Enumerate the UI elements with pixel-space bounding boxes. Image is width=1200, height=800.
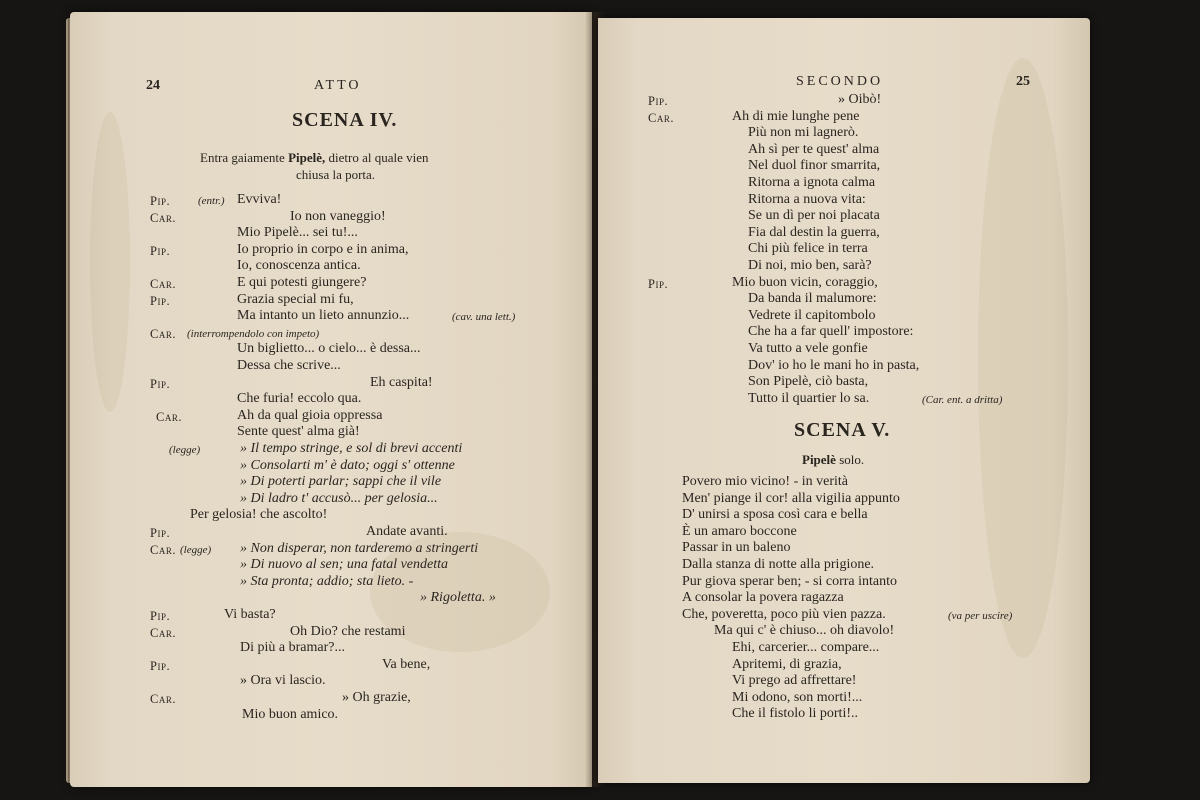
running-head: SECONDO [796,74,884,89]
verse-line: Ah sì per te quest' alma [748,141,880,157]
verse-line: Che il fistolo li porti!.. [732,706,858,722]
speaker-label: Pip. [648,276,669,291]
verse-line: Per gelosia! che ascolto! [190,507,328,523]
running-head: ATTO [314,78,362,93]
speaker-label: Pip. [150,526,171,540]
verse-line: Vi prego ad affrettare! [732,673,857,689]
stage-note: (Car. ent. a dritta) [922,393,1003,406]
stage-direction-name: Pipelè, [288,150,326,165]
scene-subtitle-text: solo. [839,452,865,467]
right-page [598,18,1090,783]
verse-line: Grazia special mi fu, [237,291,354,307]
verse-line: Nel duol finor smarrita, [748,158,881,174]
stage-note: (legge) [169,444,201,456]
stage-note: (interrompendolo con impeto) [187,327,320,340]
verse-line: » Sta pronta; addio; sta lieto. - [240,573,414,589]
page-number: 24 [146,78,160,93]
verse-line: » Oh grazie, [342,690,411,705]
verse-line: Ehi, carcerier... compare... [732,640,880,655]
verse-line: Se un dì per noi placata [748,208,880,224]
verse-line: Di noi, mio ben, sarà? [748,258,872,273]
verse-line: Ma qui c' è chiuso... oh diavolo! [714,623,895,639]
speaker-label: Car. [150,625,176,640]
verse-line: Io, conoscenza antica. [237,258,361,274]
verse-line: » Consolarti m' è dato; oggi s' ottenne [240,457,455,473]
speaker-label: Car. [150,326,176,341]
verse-line: Mio buon amico. [242,706,339,722]
verse-line: Da banda il malumore: [748,291,877,307]
verse-line: Va bene, [382,656,431,672]
speaker-label: Car. [150,277,176,291]
verse-line: Chi più felice in terra [748,241,868,257]
verse-line: Apritemi, di grazia, [732,656,842,672]
verse-line: » Il tempo stringe, e sol di brevi accenti [240,441,463,456]
verse-line: Che ha a far quell' impostore: [748,324,914,340]
verse-line: Mi odono, son morti!... [732,689,863,705]
speaker-label: Pip. [150,194,171,208]
verse-line: Men' piange il cor! alla vigilia appunto [682,490,900,506]
scene-subtitle [802,452,864,468]
verse-line: Evviva! [237,192,282,207]
verse-line: Dalla stanza di notte alla prigione. [682,557,875,572]
verse-line: Ah da qual gioia oppressa [237,407,383,423]
verse-line: » Non disperar, non tarderemo a stringerti [240,540,479,556]
verse-line: » Di poterti parlar; sappi che il vile [240,474,442,490]
verse-line: Oh Dio? che restami [290,623,406,639]
scene-title: SCENA V. [794,419,891,441]
verse-line: Dessa che scrive... [237,358,341,373]
stage-direction-text: dietro al quale vien [328,150,429,165]
verse-line: Eh caspita! [370,374,433,390]
verse-line: Di più a bramar?... [240,640,345,656]
speaker-label: Car. [150,210,176,225]
stage-direction [200,150,429,166]
verse-line: Andate avanti. [366,524,448,539]
verse-line: » Oibò! [838,92,882,107]
verse-line: Mio Pipelè... sei tu!... [237,225,358,241]
speaker-label: Car. [648,110,674,125]
verse-line: Passar in un baleno [682,540,791,556]
verse-line: » Ora vi lascio. [240,673,326,689]
verse-line: Un biglietto... o cielo... è dessa... [237,341,421,357]
verse-line: Vi basta? [224,607,276,622]
speaker-label: Pip. [150,609,171,623]
stage-note: (entr.) [198,195,225,207]
verse-line: Fia dal destin la guerra, [748,224,880,240]
verse-line: Sente quest' alma già! [237,424,360,440]
verse-line: Che, poveretta, poco più vien pazza. [682,606,886,622]
left-page [70,12,592,787]
verse-line: Povero mio vicino! - in verità [682,474,849,489]
verse-line: È un amaro boccone [682,523,797,539]
verse-line: Dov' io ho le mani ho in pasta, [748,357,920,373]
verse-line: Ah di mie lunghe pene [732,108,860,124]
verse-line: Io non vaneggio! [290,208,386,224]
speaker-label: Car. [156,409,182,424]
stage-direction-text: Entra gaiamente [200,150,285,165]
speaker-label: Car. [150,542,176,557]
verse-line: Mio buon vicin, coraggio, [732,274,878,290]
scene-subtitle-name: Pipelè [802,452,836,467]
verse-line: » Rigoletta. » [420,590,496,606]
verse-line: Va tutto a vele gonfie [748,341,868,356]
verse-line: Che furia! eccolo qua. [237,391,362,407]
verse-line: A consolar la povera ragazza [682,590,844,606]
verse-line: Più non mi lagnerò. [748,125,859,141]
stage-direction-cont: chiusa la porta. [296,167,376,182]
scene-title: SCENA IV. [292,109,398,131]
verse-line: Vedrete il capitombolo [748,307,876,323]
verse-line: Io proprio in corpo e in anima, [237,241,409,257]
verse-line: Son Pipelè, ciò basta, [748,374,869,390]
verse-line: E qui potesti giungere? [237,275,367,290]
verse-line: » Di ladro t' accusò... per gelosia... [240,490,438,506]
speaker-label: Pip. [150,658,171,673]
speaker-label: Pip. [648,94,669,108]
verse-line: Ritorna a ignota calma [748,175,876,190]
verse-line: Ma intanto un lieto annunzio... [237,308,410,324]
verse-line: Ritorna a nuova vita: [748,191,866,207]
page-number: 25 [1016,74,1030,89]
verse-line: Tutto il quartier lo sa. [748,390,870,406]
stage-note: (legge) [180,543,212,556]
speaker-label: Pip. [150,243,171,258]
stage-note: (va per uscire) [948,609,1013,622]
speaker-label: Car. [150,692,176,706]
verse-line: D' unirsi a sposa così cara e bella [682,507,868,523]
speaker-label: Pip. [150,293,171,308]
verse-line: Pur giova sperar ben; - si corra intanto [682,573,897,589]
stage-note: (cav. una lett.) [452,311,516,324]
speaker-label: Pip. [150,376,171,391]
verse-line: » Di nuovo al sen; una fatal vendetta [240,557,449,573]
